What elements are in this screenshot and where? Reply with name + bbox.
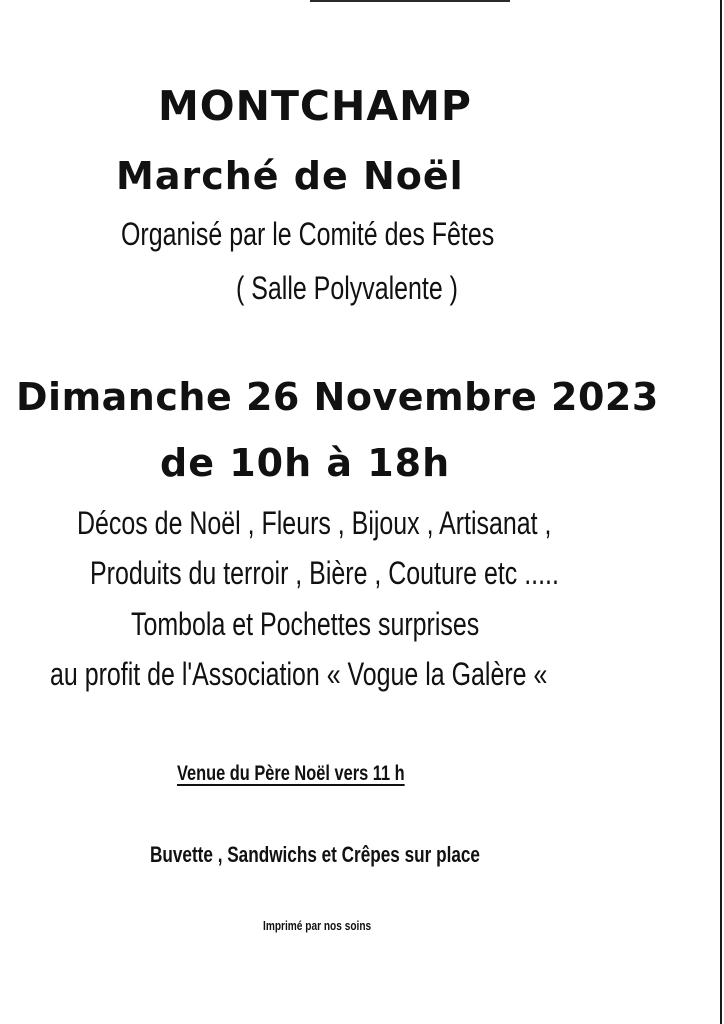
profit-line: au profit de l'Association « Vogue la Galère «	[50, 656, 548, 692]
event-title: Marché de Noël	[116, 154, 464, 198]
organizer-line: Organisé par le Comité des Fêtes	[121, 216, 495, 252]
tombola-line: Tombola et Pochettes surprises	[131, 606, 480, 642]
scan-artifact-top	[310, 0, 510, 2]
items-line-2: Produits du terroir , Bière , Couture etc .....	[90, 555, 559, 591]
event-hours: de 10h à 18h	[160, 441, 451, 485]
buvette-line: Buvette , Sandwichs et Crêpes sur place	[150, 842, 480, 867]
printed-by-note: Imprimé par nos soins	[263, 918, 372, 933]
items-line-1: Décos de Noël , Fleurs , Bijoux , Artisanat ,	[77, 505, 552, 541]
event-date: Dimanche 26 Novembre 2023	[16, 375, 659, 419]
town-title: MONTCHAMP	[158, 82, 472, 130]
venue-line: ( Salle Polyvalente )	[236, 270, 458, 306]
scan-artifact-right	[720, 0, 722, 1024]
santa-visit-line: Venue du Père Noël vers 11 h	[177, 762, 405, 785]
